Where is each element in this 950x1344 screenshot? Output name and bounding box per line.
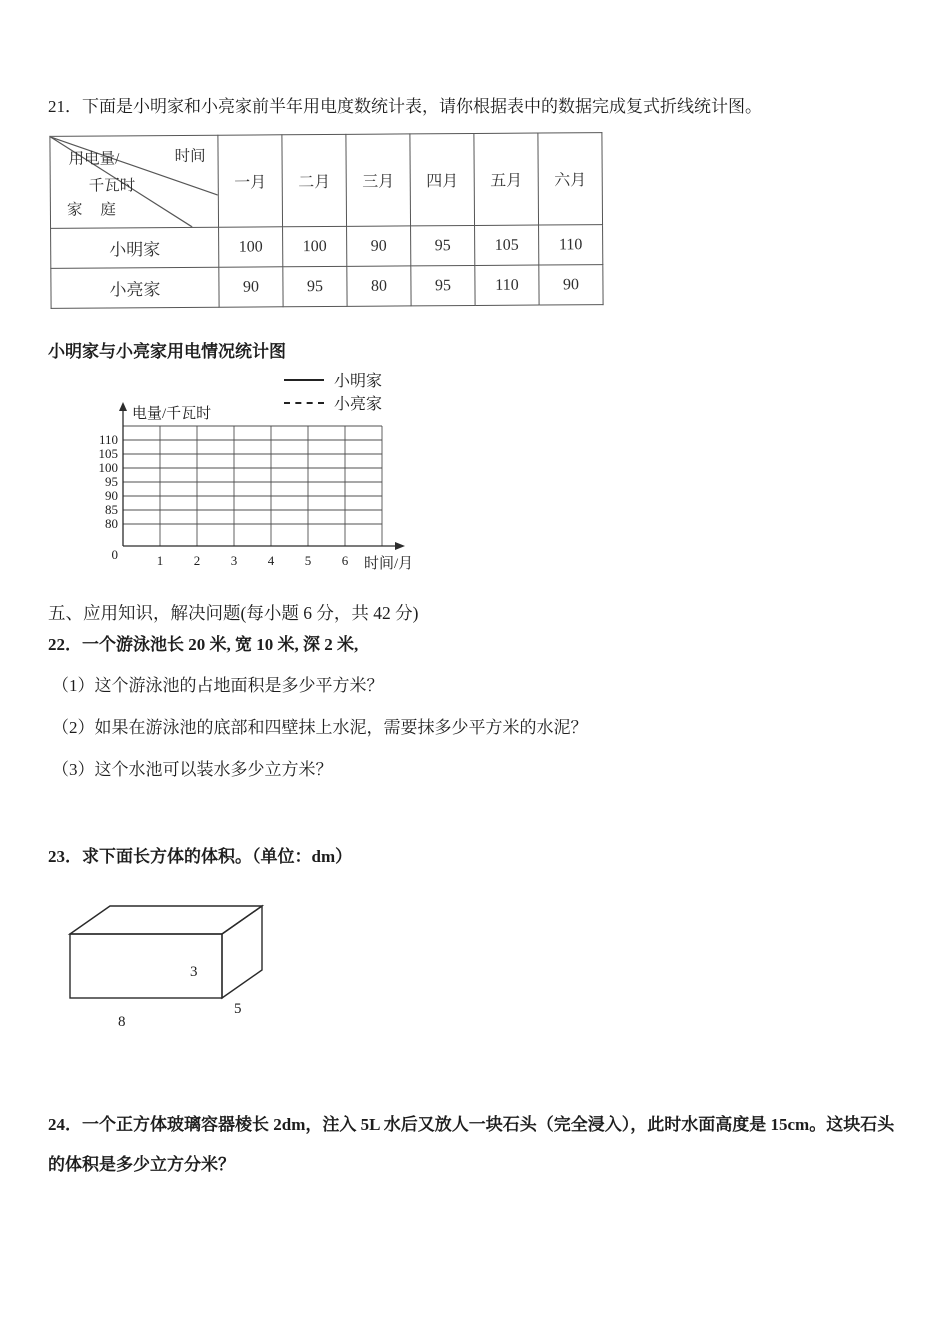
line-chart-block [48,368,905,586]
y-tick: 105 [98,446,118,461]
value-cell: 100 [283,226,347,266]
corner-unit-line1: 用电量/ [68,150,120,168]
y-tick: 95 [105,474,118,489]
question-21-text: 下面是小明家和小亮家前半年用电度数统计表，请你根据表中的数据完成复式折线统计图。 [82,97,762,116]
question-24-line [48,1105,905,1185]
x-tick: 5 [304,553,312,568]
month-header: 二月 [282,134,347,226]
chart-legend [284,368,382,414]
y-tick: 110 [98,432,118,447]
value-cell: 110 [475,265,539,305]
question-23-line [48,846,905,868]
y-tick: 80 [105,516,118,531]
x-axis-label: 时间/月 [364,556,414,572]
y-axis-arrow-icon [119,402,127,411]
value-cell: 110 [539,225,603,265]
corner-family-label: 家 庭 [66,201,123,219]
corner-unit-line2: 千瓦时 [88,177,136,195]
value-cell: 100 [219,227,283,267]
cuboid-outline [70,906,262,998]
x-tick: 2 [193,553,201,568]
dashed-line-icon [284,402,324,404]
x-tick: 4 [267,553,275,568]
question-24-text: 一个正方体玻璃容器棱长 2dm，注入 5L 水后又放人一块石头（完全浸入），此时水面高度是 15cm。这块石头的体积是多少立方分米？ [48,1115,895,1174]
value-cell: 95 [283,266,347,306]
value-cell: 105 [475,225,539,265]
chart-title: 小明家与小亮家用电情况统计图 [48,342,286,361]
family-name-cell: 小明家 [51,227,219,268]
table-header-row [50,133,603,229]
legend-label: 小亮家 [334,396,383,413]
table-row-xiaoming [51,225,603,269]
cuboid-figure [60,886,300,1031]
value-cell: 90 [539,265,603,305]
x-tick: 3 [230,553,238,568]
value-cell: 95 [411,225,475,265]
legend-item-xiaoming [284,368,382,391]
month-header: 四月 [410,133,475,225]
month-header: 六月 [538,133,603,225]
month-header: 三月 [346,134,411,226]
question-22-part-2: （2）如果在游泳池的底部和四壁抹上水泥，需要抹多少平方米的水泥？ [52,718,588,737]
table-row-xiaoliang [51,265,603,309]
x-tick: 1 [156,553,164,568]
y-tick: 100 [98,460,118,475]
question-21-number: 21． [48,97,82,116]
chart-axes [119,402,405,550]
question-23-text: 求下面长方体的体积。（单位：dm） [82,847,353,866]
question-21-line [48,96,905,118]
y-axis-label: 电量/千瓦时 [132,406,212,422]
legend-item-xiaoliang [284,391,382,414]
cuboid-length-label: 8 [118,1014,126,1030]
question-22-text: 一个游泳池长 20 米, 宽 10 米, 深 2 米, [82,635,359,654]
value-cell: 90 [347,226,411,266]
chart-gridlines [123,426,382,546]
question-22-number: 22． [48,635,82,654]
table-corner-cell [50,135,219,228]
empty-line-chart-grid [48,398,448,586]
x-tick: 6 [341,553,349,568]
question-22-part-3: （3）这个水池可以装水多少立方米？ [52,760,333,779]
question-24-number: 24． [48,1115,82,1134]
cuboid-width-label: 5 [234,1001,242,1017]
month-header: 五月 [474,133,539,225]
legend-label: 小明家 [334,373,383,390]
question-22-part-1: （1）这个游泳池的占地面积是多少平方米？ [52,676,384,695]
electricity-usage-table [49,132,603,309]
section-5-heading: 五、应用知识，解决问题(每小题 6 分，共 42 分) [48,603,419,623]
question-23-number: 23． [48,847,82,866]
cuboid-height-label: 3 [190,964,198,980]
value-cell: 90 [219,267,283,307]
corner-time-label: 时间 [174,147,206,166]
value-cell: 80 [347,266,411,306]
month-header: 一月 [218,135,283,227]
y-tick: 85 [105,502,118,517]
value-cell: 95 [411,265,475,305]
family-name-cell: 小亮家 [51,267,219,308]
question-22-line [48,634,905,656]
solid-line-icon [284,379,324,381]
y-tick: 90 [105,488,118,503]
origin-label: 0 [111,547,118,562]
x-axis-arrow-icon [395,542,405,550]
